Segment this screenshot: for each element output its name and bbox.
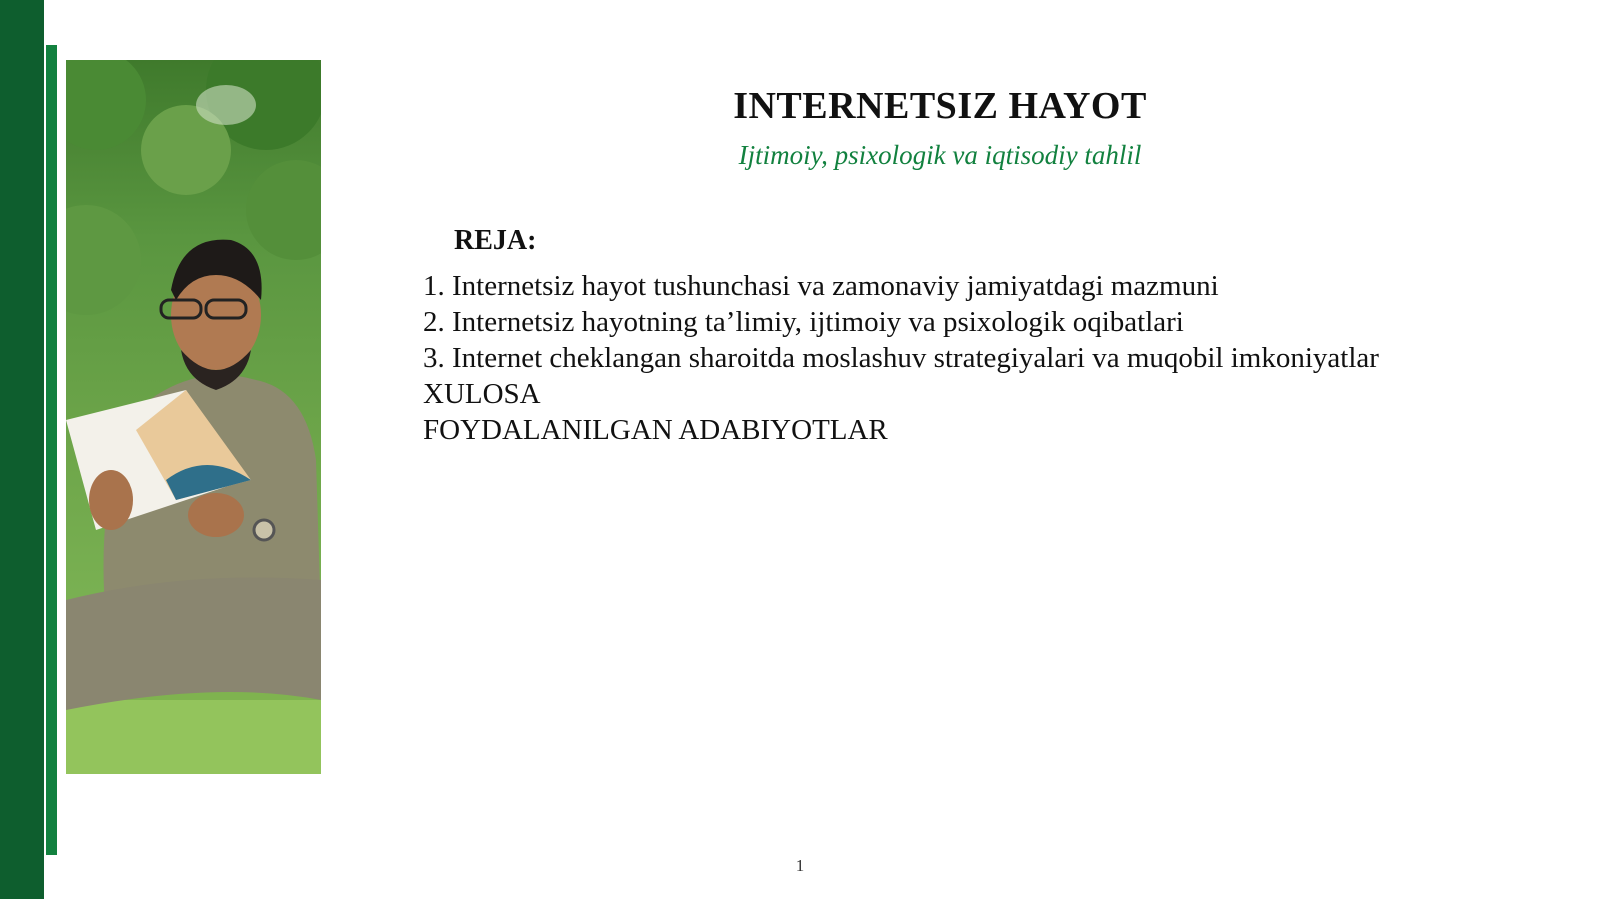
page-number: 1 bbox=[795, 856, 805, 875]
plan-item-1: 1. Internetsiz hayot tushunchasi va zamonaviy jamiyatdagi mazmuni bbox=[423, 270, 1219, 302]
man-reading-book-photo bbox=[66, 60, 321, 774]
plan-list bbox=[423, 268, 1379, 448]
left-sidebar-bar bbox=[0, 0, 44, 899]
accent-line bbox=[46, 45, 57, 855]
photo-illustration bbox=[66, 60, 321, 774]
plan-item-3: 3. Internet cheklangan sharoitda moslashuv strategiyalari va muqobil imkoniyatlar bbox=[423, 342, 1379, 374]
plan-heading: REJA: bbox=[454, 225, 537, 256]
plan-item-references: FOYDALANILGAN ADABIYOTLAR bbox=[423, 414, 888, 446]
slide-subtitle: Ijtimoiy, psixologik va iqtisodiy tahlil bbox=[738, 140, 1142, 170]
plan-item-conclusion: XULOSA bbox=[423, 378, 541, 410]
plan-item-2: 2. Internetsiz hayotning ta’limiy, ijtimoiy va psixologik oqibatlari bbox=[423, 306, 1184, 338]
slide-title: INTERNETSIZ HAYOT bbox=[733, 85, 1147, 127]
